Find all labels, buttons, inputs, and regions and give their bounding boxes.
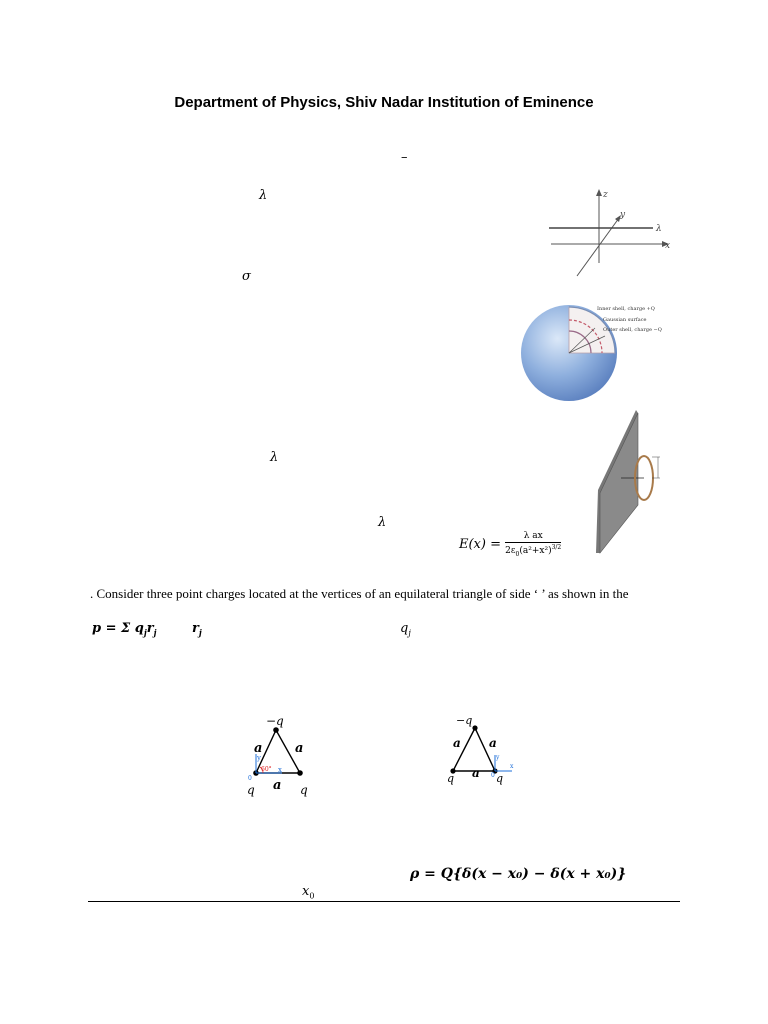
origin-label-2: 0 [491, 772, 495, 779]
lambda-symbol-3: λ [378, 515, 387, 530]
x-axis-label-2: x [510, 763, 514, 770]
x0-symbol [302, 884, 314, 901]
field-equation-lhs: E(x) = [459, 536, 501, 552]
bottom-right-charge-label-2: q [496, 772, 504, 785]
field-equation-denominator: $2\varepsilon_0(a^2+x^2)^{3/2}$ [505, 544, 562, 558]
x0-letter: x [302, 884, 310, 899]
dipole-sub: j [143, 627, 147, 638]
y-axis-label-2: y [496, 754, 500, 761]
lambda-label: λ [656, 224, 662, 234]
bottom-left-charge-label-1: q [247, 783, 255, 797]
position-vector [192, 621, 202, 638]
field-equation-den-coef: 2ε [505, 546, 516, 556]
y-axis [577, 218, 619, 276]
charge-density-equation: ρ = Q{δ(x − x₀) − δ(x + x₀)} [410, 866, 627, 882]
bottom-right-charge-label-1: q [300, 783, 308, 797]
dash-symbol: – [401, 150, 408, 165]
sigma-symbol: σ [242, 269, 251, 284]
dipole-definition [92, 621, 157, 638]
charge-qj-letter: q [400, 621, 409, 636]
lambda-symbol-1: λ [259, 188, 268, 203]
z-axis-arrow [596, 189, 602, 196]
plate-ring-figure [588, 405, 668, 555]
triangle-figure-1 [244, 710, 324, 802]
outer-shell-label: Outer shell, charge −Q [603, 327, 662, 333]
page-title: Department of Physics, Shiv Nadar Institution of Eminence [174, 94, 594, 111]
angle-label-1: 60° [261, 766, 272, 773]
gaussian-surface-label: Gaussian surface [603, 317, 647, 323]
bottom-rule [88, 901, 680, 902]
bottom-left-charge-label-2: q [447, 772, 455, 785]
z-label: z [603, 190, 608, 200]
position-vector-sub: j [198, 627, 202, 638]
charge-qj [400, 621, 411, 638]
dipole-r: r [146, 621, 154, 636]
right-side-label-2: a [489, 736, 497, 750]
field-equation-den-exp: 3/2 [551, 544, 562, 551]
plate-face [600, 413, 638, 553]
field-equation-numerator: λ ax [505, 531, 561, 543]
triangle-figure-2 [444, 710, 524, 790]
origin-label-1: 0 [248, 775, 252, 782]
dipole-r-sub: j [153, 627, 157, 638]
top-charge-label-2: −q [456, 714, 473, 727]
charge-top-1 [273, 727, 279, 733]
inner-shell-label: Inner shell, charge +Q [597, 306, 655, 312]
charge-qj-sub: j [408, 628, 411, 638]
lambda-symbol-2: λ [270, 450, 279, 465]
top-charge-label-1: −q [266, 714, 284, 728]
left-side-label-1: a [254, 741, 263, 756]
axes-line-charge-figure [545, 185, 675, 280]
left-side-label-2: a [453, 736, 461, 750]
charge-bottom-right-1 [297, 770, 303, 776]
charge-top-2 [472, 725, 477, 730]
bottom-side-label-1: a [273, 778, 282, 793]
x-axis-label-1: x [278, 766, 282, 774]
position-vector-r: r [192, 621, 199, 636]
x0-sub: 0 [309, 891, 315, 901]
bottom-side-label-2: a [472, 766, 480, 780]
y-label: y [620, 210, 626, 220]
spherical-shells-figure [517, 298, 677, 403]
problem-statement: . Consider three point charges located at the vertices of an equilateral triangle of side ‘ ’ as shown in the [90, 586, 629, 601]
right-side-label-1: a [295, 741, 304, 756]
x-label: x [665, 241, 671, 251]
dipole-definition-text: p = Σ q [92, 621, 144, 636]
y-axis-label-1: y [257, 754, 261, 762]
field-equation-den-rest: (a²+x²) [519, 546, 552, 556]
field-equation [459, 531, 561, 558]
field-equation-fraction [505, 531, 561, 558]
